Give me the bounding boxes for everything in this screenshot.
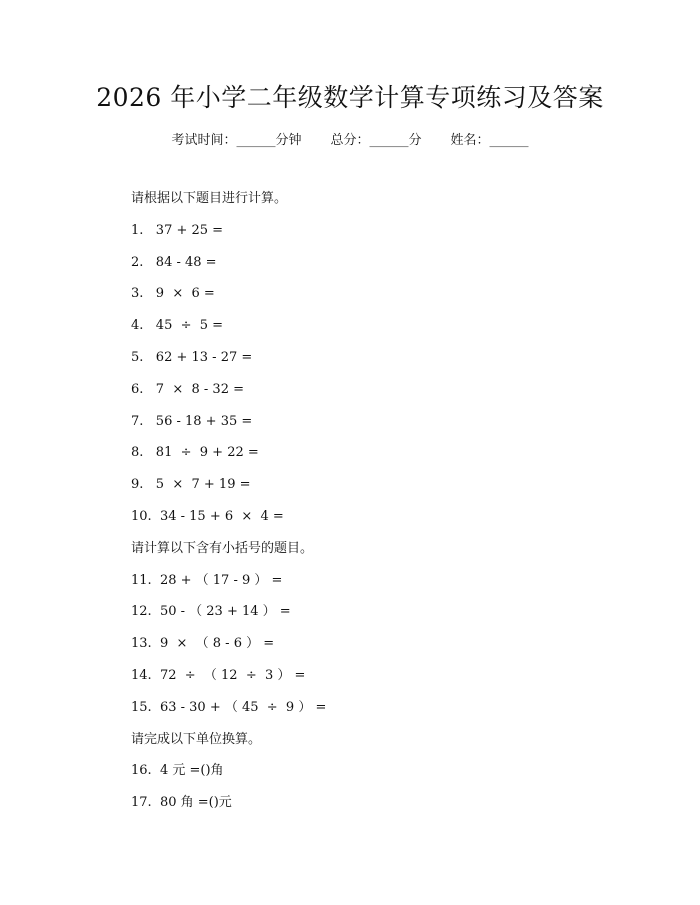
exam-info-line [0,131,700,151]
page-title: 2026 年小学二年级数学计算专项练习及答案 [96,83,604,112]
worksheet-content [131,189,651,825]
problem-item: 14. 72 ÷ （ 12 ÷ 3 ） = [131,667,306,683]
student-name-field: 姓名：______ [450,133,529,148]
problem-item: 13. 9 × （ 8 - 6 ） = [131,636,275,652]
problem-item: 12. 50 - （ 23 + 14 ） = [131,604,291,620]
problem-item: 1. 37 + 25 = [131,222,224,238]
problem-item: 3. 9 × 6 = [131,286,215,302]
section-instruction: 请根据以下题目进行计算。 [131,191,288,206]
problem-item: 11. 28 + （ 17 - 9 ） = [131,572,283,588]
problem-item: 10. 34 - 15 + 6 × 4 = [131,508,284,524]
exam-time-field: 考试时间：______分钟 [171,133,302,148]
problem-item: 16. 4 元 =()角 [131,763,224,779]
problem-item: 6. 7 × 8 - 32 = [131,381,244,397]
problem-item: 8. 81 ÷ 9 + 22 = [131,445,259,461]
problem-item: 2. 84 - 48 = [131,254,217,270]
problem-item: 5. 62 + 13 - 27 = [131,349,253,365]
problem-item: 17. 80 角 =()元 [131,795,232,811]
section-instruction: 请完成以下单位换算。 [131,731,262,747]
section-instruction: 请计算以下含有小括号的题目。 [131,540,314,556]
problem-item: 15. 63 - 30 + （ 45 ÷ 9 ） = [131,699,327,715]
total-score-field: 总分：______分 [330,133,422,148]
problem-item: 4. 45 ÷ 5 = [131,318,224,334]
problem-item: 7. 56 - 18 + 35 = [131,413,253,429]
problem-item: 9. 5 × 7 + 19 = [131,477,251,493]
